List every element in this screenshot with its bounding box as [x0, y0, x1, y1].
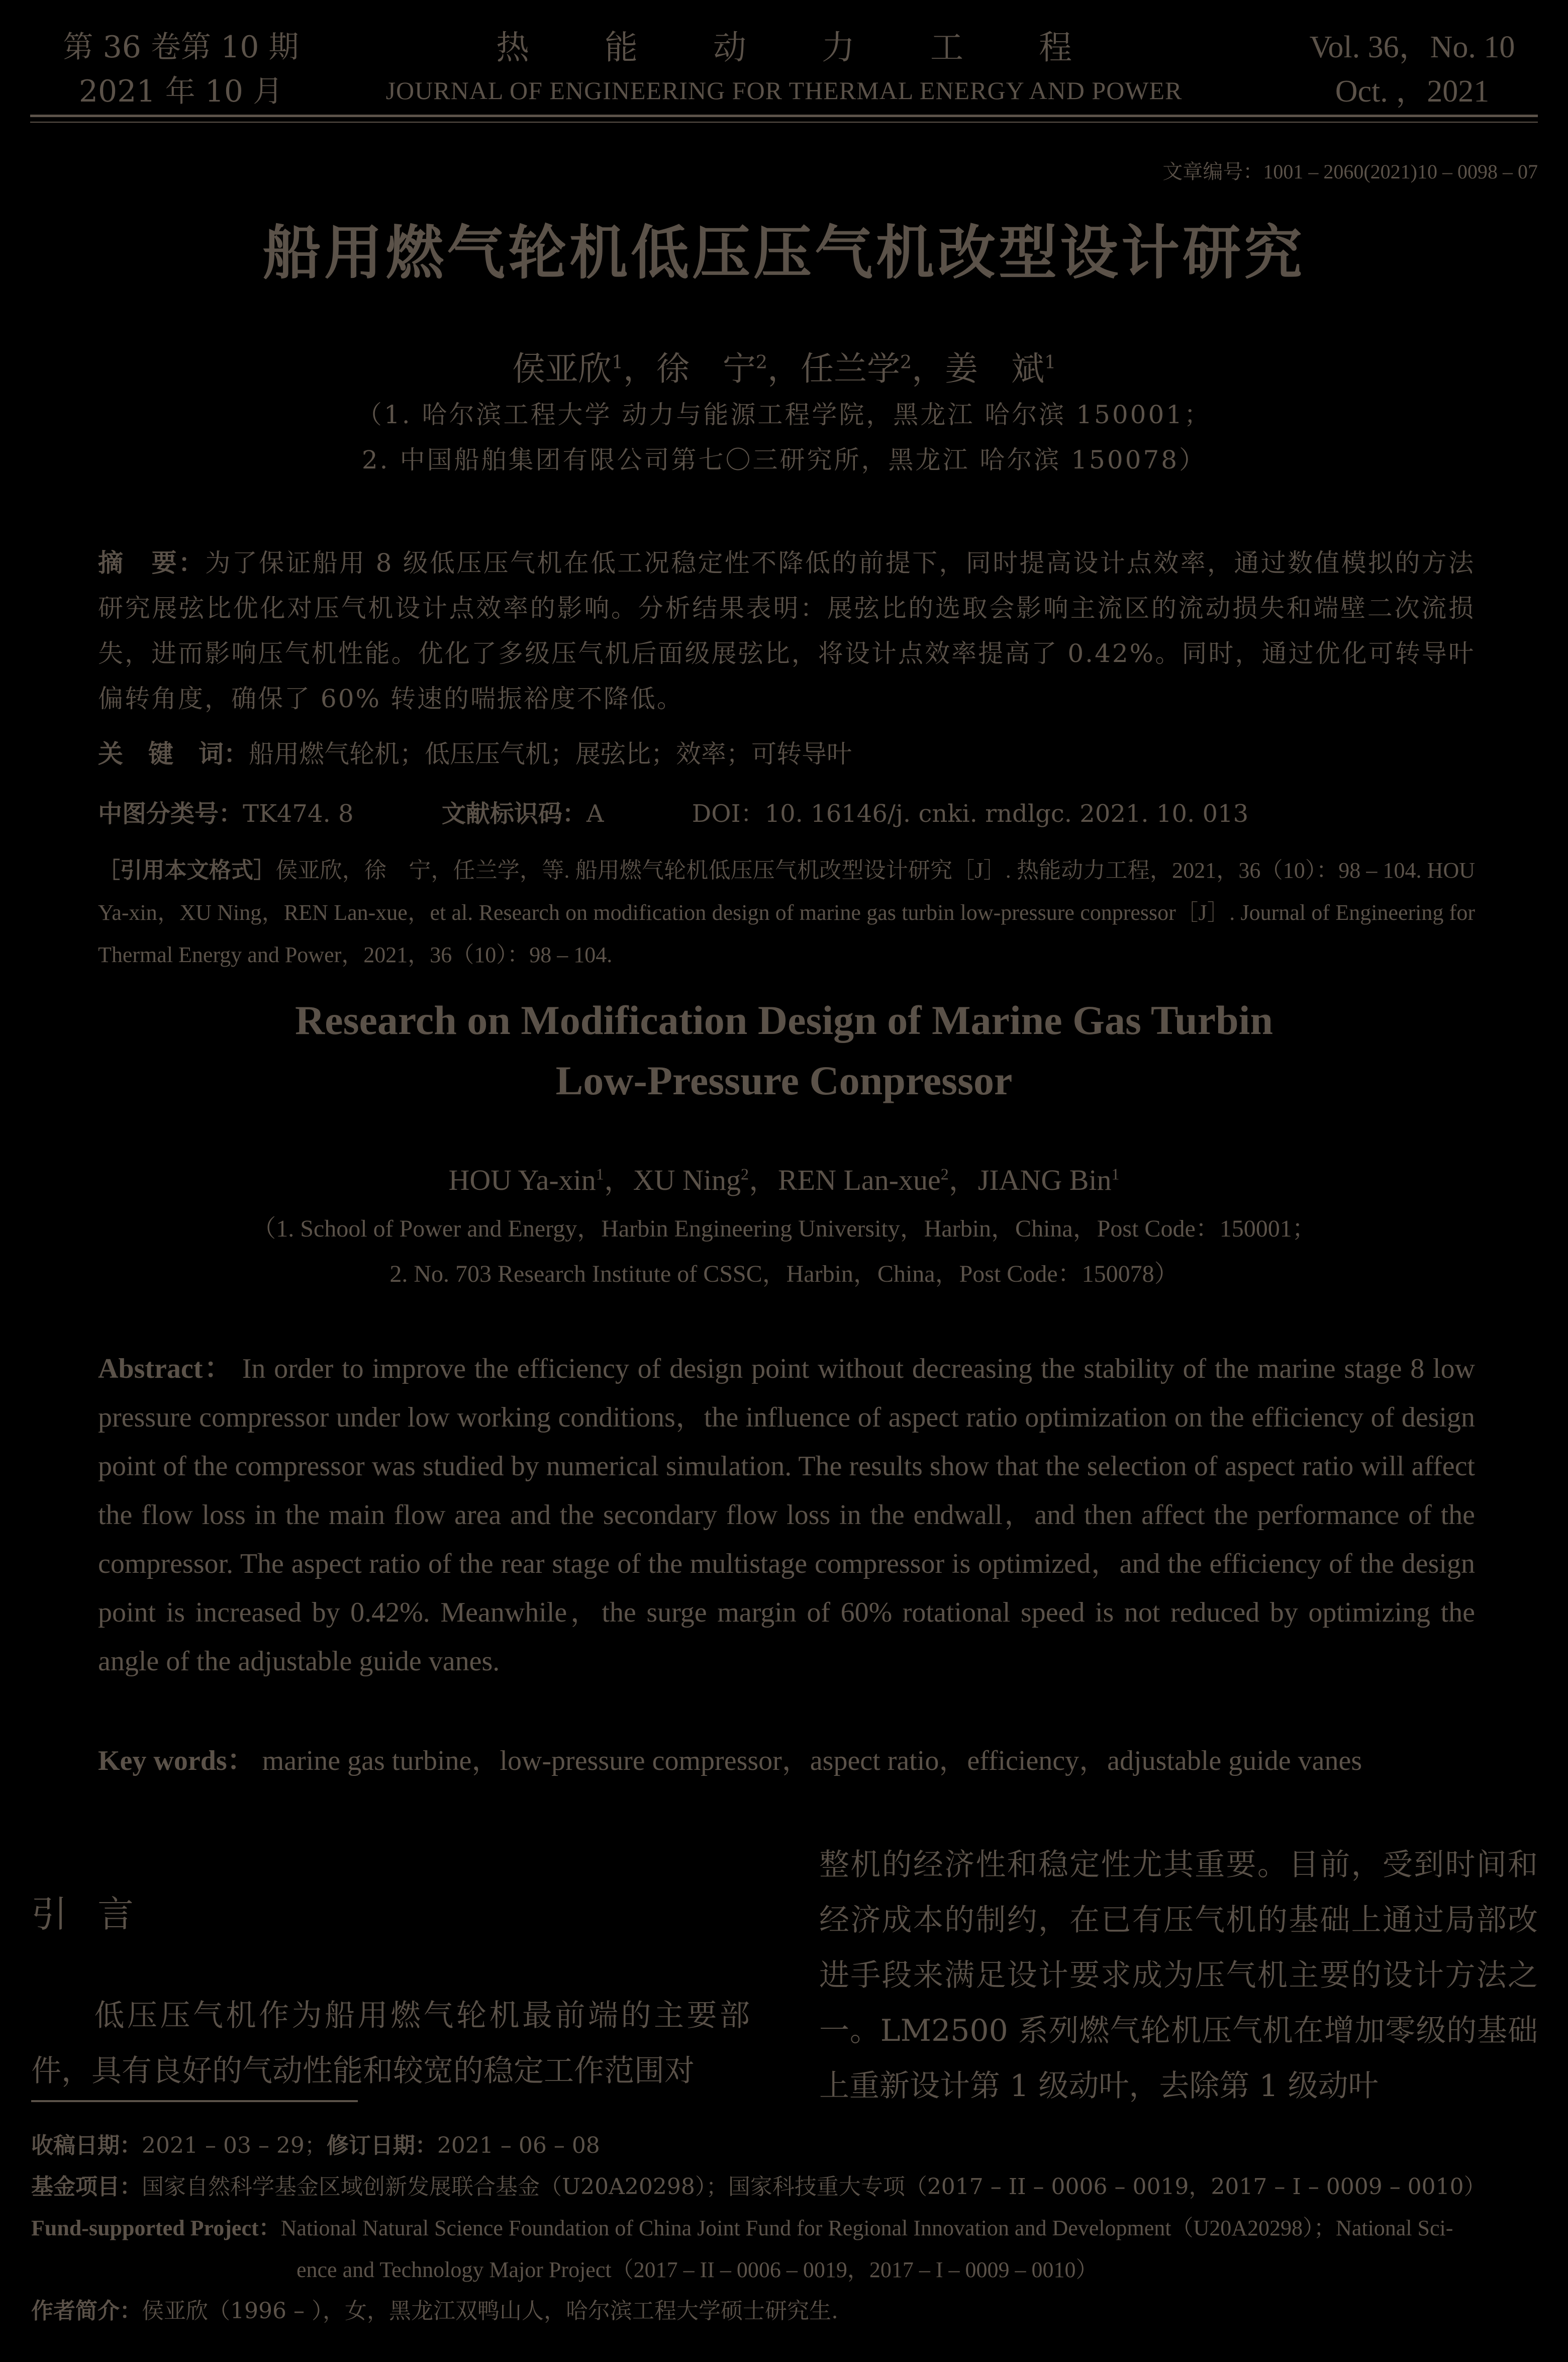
- document-code: [442, 800, 604, 828]
- revised-date: 2021 – 06 – 08: [437, 2133, 600, 2158]
- keywords-en-label: Key words：: [98, 1745, 255, 1776]
- footnote-fund-cn: [31, 2166, 1539, 2208]
- date-cn: 2021 年 10 月: [78, 74, 283, 109]
- keywords-en: [98, 1738, 1475, 1778]
- doc-value: A: [586, 800, 604, 828]
- body-text: 低压压气机作为船用燃气轮机最前端的主要部件，具有良好的气动性能和较宽的稳定工作范围对: [31, 1998, 750, 2089]
- author-cn: 任兰学: [801, 349, 900, 388]
- journal-name: [352, 25, 1216, 111]
- citation: [98, 849, 1475, 976]
- fund-text: 国家自然科学基金区域创新发展联合基金（U20A20298）；国家科技重大专项（2017 – II – 0006 – 0019，2017 – I – 0009 – 0010）: [142, 2174, 1486, 2200]
- journal-name-en: JOURNAL OF ENGINEERING FOR THERMAL ENERGY AND POWER: [385, 76, 1183, 105]
- author-affiliation-mark: 1: [1044, 351, 1056, 373]
- affiliation-cn: （1. 哈尔滨工程大学 动力与能源工程学院，黑龙江 哈尔滨 150001；: [356, 400, 1212, 429]
- affiliation-cn: 2. 中国船舶集团有限公司第七〇三研究所，黑龙江 哈尔滨 150078）: [361, 445, 1207, 475]
- abstract-en: [98, 1345, 1475, 1686]
- received-date: 2021 – 03 – 29；: [142, 2133, 327, 2158]
- keywords-cn-label: 关 键 词：: [98, 739, 249, 769]
- body-column-left: [31, 1988, 750, 2099]
- header-rule-thick: [30, 115, 1538, 117]
- journal-issue-cn: [50, 25, 312, 114]
- journal-issue-en: [1282, 25, 1543, 114]
- author-cn: 侯亚欣: [512, 349, 612, 388]
- body-text: 整机的经济性和稳定性尤其重要。目前，受到时间和经济成本的制约，在已有压气机的基础上通过局部改进手段来满足设计要求成为压气机主要的设计方法之一。LM2500 系列燃气轮机压气机在增加零级的基础上重新设计第 1 级动叶，去除第 1 级动叶: [819, 1847, 1538, 2104]
- volume-issue-en: Vol. 36，No. 10: [1309, 30, 1515, 64]
- abstract-cn-text: 为了保证船用 8 级低压压气机在低工况稳定性不降低的前提下，同时提高设计点效率，通过数值模拟的方法研究展弦比优化对压气机设计点效率的影响。分析结果表明：展弦比的选取会影响主流区的流动损失和端壁二次流损失，进而影响压气机性能。优化了多级压气机后面级展弦比，将设计点效率提高了 0.42%。同时，通过优化可转导叶偏转角度，确保了 60% 转速的喘振裕度不降低。: [98, 548, 1475, 713]
- citation-text: 侯亚欣，徐 宁，任兰学，等. 船用燃气轮机低压压气机改型设计研究［J］. 热能动力工程，2021，36（10）：98 – 104. HOU Ya-xin，XU Ning，REN Lan-xue，et al. Research on modification design of marine gas turbin low-pressure conpressor［J］. Journal of Engineering for Thermal Energy and Power，2021，36（10）：98 – 104.: [98, 858, 1476, 967]
- author-affiliation-mark: 2: [900, 351, 912, 373]
- author-affiliation-mark: 2: [741, 1165, 749, 1183]
- fund-en-text: National Natural Science Foundation of China Joint Fund for Regional Innovation and Development（U20A20298）；National Sci-: [280, 2216, 1453, 2240]
- footnote-author: [31, 2291, 1539, 2332]
- footnote-fund-en-cont: ence and Technology Major Project（2017 – II – 0006 – 0019，2017 – I – 0009 – 0010）: [297, 2257, 1098, 2282]
- header-rule-thin: [30, 122, 1538, 123]
- author-affiliation-mark: 1: [596, 1165, 604, 1183]
- clc-label: 中图分类号：: [98, 800, 243, 828]
- affiliation-en: 2. No. 703 Research Institute of CSSC，Harbin，China，Post Code：150078）: [389, 1261, 1179, 1287]
- keywords-cn-text: 船用燃气轮机；低压压气机；展弦比；效率；可转导叶: [249, 739, 852, 769]
- revised-label: 修订日期：: [326, 2133, 437, 2158]
- author-affiliation-mark: 1: [611, 351, 623, 373]
- footnote-fund-en: [31, 2208, 1539, 2249]
- section-heading-introduction: 引言: [31, 1893, 164, 1935]
- affiliations-cn: [0, 392, 1568, 483]
- clc-value: TK474. 8: [243, 800, 354, 828]
- doc-label: 文献标识码：: [441, 800, 586, 828]
- doi: DOI：10. 16146/j. cnki. rndlgc. 2021. 10. 013: [692, 800, 1249, 828]
- title-en-line: Research on Modification Design of Marine Gas Turbin: [295, 997, 1273, 1043]
- title-en-line: Low-Pressure Conpressor: [555, 1058, 1013, 1103]
- footnote-dates: [31, 2125, 1539, 2166]
- classification-row: [98, 794, 1475, 829]
- journal-name-cn: 热能动力工程: [496, 28, 1147, 67]
- body-column-right: [819, 1837, 1538, 2114]
- date-en: Oct. ，2021: [1335, 74, 1490, 109]
- received-label: 收稿日期：: [31, 2133, 142, 2158]
- citation-label: ［引用本文格式］: [98, 858, 276, 883]
- abstract-cn: [98, 540, 1475, 721]
- author-en: REN Lan-xue: [777, 1164, 941, 1196]
- author-cn: 徐 宁: [656, 349, 756, 388]
- author-affiliation-mark: 1: [1111, 1165, 1120, 1183]
- title-cn: 船用燃气轮机低压压气机改型设计研究: [263, 219, 1305, 287]
- fund-label: 基金项目：: [31, 2174, 142, 2200]
- authors-cn: 侯亚欣$^1$，徐 宁$^2$，任兰学$^2$，姜 斌$^1$: [512, 349, 1056, 388]
- volume-issue-cn: 第 36 卷第 10 期: [63, 30, 299, 65]
- clc-code: [98, 800, 354, 828]
- author-en: JIANG Bin: [977, 1164, 1112, 1196]
- title-en: [0, 990, 1568, 1111]
- affiliation-en: （1. School of Power and Energy，Harbin Engineering University，Harbin，China，Post Code：150001；: [252, 1215, 1316, 1242]
- author-affiliation-mark: 2: [940, 1165, 949, 1183]
- author-cn: 姜 斌: [945, 349, 1045, 388]
- keywords-cn: [98, 734, 1475, 770]
- abstract-en-label: Abstract：: [98, 1353, 234, 1384]
- author-en: XU Ning: [633, 1164, 741, 1196]
- article-number: 文章编号：1001 – 2060(2021)10 – 0098 – 07: [1162, 160, 1538, 183]
- author-bio-label: 作者简介：: [31, 2298, 142, 2324]
- footnote-rule: [31, 2100, 358, 2102]
- affiliations-en: [0, 1206, 1568, 1297]
- authors-en: HOU Ya-xin$^1$，XU Ning$^2$，REN Lan-xue$^2$，JIANG Bin$^1$: [448, 1164, 1120, 1196]
- fund-en-label: Fund-supported Project：: [31, 2216, 281, 2240]
- author-en: HOU Ya-xin: [448, 1164, 596, 1196]
- abstract-cn-label: 摘 要：: [98, 548, 206, 578]
- keywords-en-text: marine gas turbine，low-pressure compressor，aspect ratio，efficiency，adjustable guide vanes: [262, 1745, 1362, 1776]
- author-affiliation-mark: 2: [755, 351, 767, 373]
- abstract-en-text: In order to improve the efficiency of design point without decreasing the stability of the marine stage 8 low pressure compressor under low working conditions，the influence of aspect ratio optimization on the efficiency of design point of the compressor was studied by numerical simulation. The results show that the selection of aspect ratio will affect the flow loss in the main flow area and the secondary flow loss in the endwall，and then affect the performance of the compressor. The aspect ratio of the rear stage of the multistage compressor is optimized，and the efficiency of the design point is increased by 0.42%. Meanwhile，the surge margin of 60% rotational speed is not reduced by optimizing the angle of the adjustable guide vanes.: [98, 1353, 1476, 1677]
- author-bio: 侯亚欣（1996 – ），女，黑龙江双鸭山人，哈尔滨工程大学硕士研究生.: [142, 2298, 838, 2324]
